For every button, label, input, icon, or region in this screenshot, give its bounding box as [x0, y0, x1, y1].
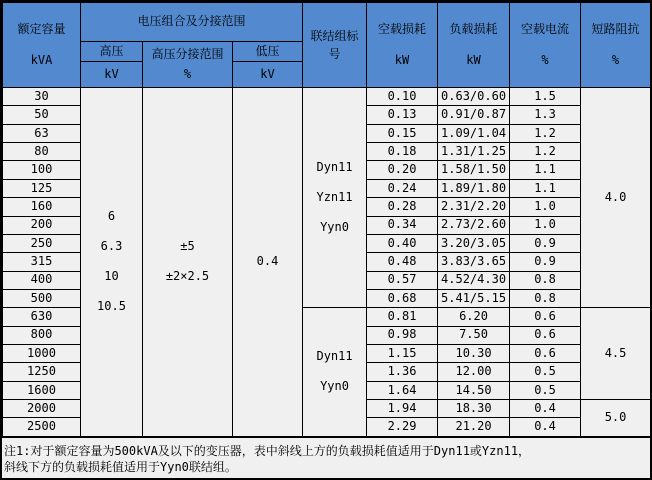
- col-header-no-load-loss: [367, 3, 438, 88]
- no-load-loss-cell: 0.57: [367, 271, 438, 289]
- load-loss-cell: 6.20: [438, 308, 510, 326]
- col-header-load-loss: [438, 3, 510, 88]
- load-loss-cell: 4.52/4.30: [438, 271, 510, 289]
- footnote-line-2: 斜线下方的负载损耗值适用于Yyn0联结组。: [4, 460, 237, 474]
- connection-value: Yzn11: [316, 189, 353, 204]
- no-load-loss-unit: kW: [394, 52, 410, 67]
- no-load-loss-cell: 0.48: [367, 253, 438, 271]
- no-load-loss-title: 空载损耗: [378, 21, 427, 36]
- transformer-spec-table: [2, 2, 651, 437]
- no-load-current-cell: 1.0: [510, 198, 581, 216]
- connection-value: Dyn11: [316, 159, 353, 174]
- connection-value: Dyn11: [316, 349, 353, 364]
- load-loss-cell: 2.31/2.20: [438, 198, 510, 216]
- load-loss-cell: 3.20/3.05: [438, 234, 510, 252]
- hv-tap-unit: %: [183, 66, 192, 81]
- connection-group-cell: [303, 308, 367, 437]
- load-loss-cell: 3.83/3.65: [438, 253, 510, 271]
- load-loss-title: 负载损耗: [449, 21, 498, 36]
- no-load-loss-cell: 0.81: [367, 308, 438, 326]
- no-load-current-cell: 1.5: [510, 88, 581, 106]
- capacity-cell: 1600: [3, 381, 81, 399]
- lv-voltage-cell: 0.4: [233, 88, 303, 437]
- footnote: [2, 437, 650, 478]
- no-load-loss-cell: 1.36: [367, 363, 438, 381]
- capacity-cell: 160: [3, 198, 81, 216]
- impedance-cell: 4.5: [581, 308, 651, 400]
- load-loss-cell: 21.20: [438, 418, 510, 437]
- no-load-current-cell: 0.8: [510, 271, 581, 289]
- lv-unit: kV: [233, 62, 303, 88]
- capacity-cell: 63: [3, 124, 81, 142]
- no-load-current-cell: 0.5: [510, 363, 581, 381]
- no-load-loss-cell: 0.28: [367, 198, 438, 216]
- capacity-cell: 1000: [3, 345, 81, 363]
- no-load-current-cell: 0.8: [510, 289, 581, 307]
- no-load-loss-cell: 2.29: [367, 418, 438, 437]
- hv-voltage-cell: [81, 88, 143, 437]
- rated-capacity-unit: kVA: [30, 52, 53, 67]
- no-load-current-cell: 0.6: [510, 308, 581, 326]
- col-header-hv-tap-range: [143, 42, 233, 88]
- col-header-connection-group: [303, 3, 367, 88]
- col-header-no-load-current: [510, 3, 581, 88]
- hv-value: 10.5: [97, 298, 126, 313]
- capacity-cell: 315: [3, 253, 81, 271]
- load-loss-cell: 12.00: [438, 363, 510, 381]
- hv-value: 6: [107, 209, 116, 224]
- load-loss-cell: 10.30: [438, 345, 510, 363]
- connection-value: Yyn0: [320, 379, 349, 394]
- no-load-current-cell: 1.2: [510, 124, 581, 142]
- rated-capacity-title: 额定容量: [17, 21, 66, 36]
- no-load-loss-cell: 0.13: [367, 106, 438, 124]
- capacity-cell: 2500: [3, 418, 81, 437]
- no-load-current-cell: 0.6: [510, 326, 581, 344]
- load-loss-cell: 14.50: [438, 381, 510, 399]
- capacity-cell: 630: [3, 308, 81, 326]
- impedance-cell: 5.0: [581, 400, 651, 437]
- footnote-line-1: 注1:对于额定容量为500kVA及以下的变压器，表中斜线上方的负载损耗值适用于Dyn11或Yzn11，: [4, 444, 531, 458]
- capacity-cell: 30: [3, 88, 81, 106]
- load-loss-cell: 0.63/0.60: [438, 88, 510, 106]
- no-load-loss-cell: 0.24: [367, 179, 438, 197]
- hv-value: 6.3: [100, 239, 123, 254]
- impedance-cell: 4.0: [581, 88, 651, 308]
- load-loss-cell: 5.41/5.15: [438, 289, 510, 307]
- no-load-current-cell: 1.3: [510, 106, 581, 124]
- capacity-cell: 500: [3, 289, 81, 307]
- no-load-current-cell: 0.9: [510, 234, 581, 252]
- load-loss-cell: 7.50: [438, 326, 510, 344]
- no-load-loss-cell: 0.34: [367, 216, 438, 234]
- load-loss-cell: 1.09/1.04: [438, 124, 510, 142]
- col-header-rated-capacity: [3, 3, 81, 88]
- header-row-1: [3, 3, 651, 42]
- tap-value: ±5: [180, 239, 195, 254]
- col-header-voltage-combo: 电压组合及分接范围: [81, 3, 303, 42]
- capacity-cell: 250: [3, 234, 81, 252]
- no-load-current-title: 空载电流: [521, 21, 570, 36]
- no-load-loss-cell: 1.15: [367, 345, 438, 363]
- no-load-current-unit: %: [541, 52, 549, 67]
- capacity-cell: 50: [3, 106, 81, 124]
- no-load-loss-cell: 0.10: [367, 88, 438, 106]
- no-load-loss-cell: 0.98: [367, 326, 438, 344]
- no-load-current-cell: 0.4: [510, 418, 581, 437]
- capacity-cell: 100: [3, 161, 81, 179]
- no-load-current-cell: 0.4: [510, 400, 581, 418]
- no-load-current-cell: 1.0: [510, 216, 581, 234]
- no-load-current-cell: 1.2: [510, 143, 581, 161]
- hv-value: 10: [104, 269, 119, 283]
- capacity-cell: 200: [3, 216, 81, 234]
- capacity-cell: 1250: [3, 363, 81, 381]
- load-loss-cell: 2.73/2.60: [438, 216, 510, 234]
- no-load-loss-cell: 0.68: [367, 289, 438, 307]
- capacity-cell: 800: [3, 326, 81, 344]
- table-row: [3, 88, 651, 106]
- capacity-cell: 125: [3, 179, 81, 197]
- no-load-loss-cell: 1.94: [367, 400, 438, 418]
- capacity-cell: 80: [3, 143, 81, 161]
- no-load-loss-cell: 0.15: [367, 124, 438, 142]
- col-header-impedance: [581, 3, 651, 88]
- no-load-current-cell: 0.6: [510, 345, 581, 363]
- col-header-lv: 低压: [233, 42, 303, 62]
- hv-unit: kV: [81, 62, 143, 88]
- col-header-hv: 高压: [81, 42, 143, 62]
- load-loss-cell: 1.89/1.80: [438, 179, 510, 197]
- load-loss-cell: 1.58/1.50: [438, 161, 510, 179]
- no-load-loss-cell: 0.40: [367, 234, 438, 252]
- capacity-cell: 400: [3, 271, 81, 289]
- no-load-loss-cell: 0.20: [367, 161, 438, 179]
- capacity-cell: 2000: [3, 400, 81, 418]
- impedance-title: 短路阻抗: [591, 21, 640, 36]
- load-loss-cell: 18.30: [438, 400, 510, 418]
- connection-value: Yyn0: [320, 219, 349, 234]
- load-loss-unit: kW: [466, 52, 481, 67]
- no-load-current-cell: 1.1: [510, 179, 581, 197]
- no-load-loss-cell: 0.18: [367, 143, 438, 161]
- load-loss-cell: 0.91/0.87: [438, 106, 510, 124]
- no-load-current-cell: 0.5: [510, 381, 581, 399]
- no-load-current-cell: 0.9: [510, 253, 581, 271]
- no-load-current-cell: 1.1: [510, 161, 581, 179]
- connection-group-title: 联结组标号: [310, 29, 359, 61]
- hv-tap-title: 高压分接范围: [151, 46, 224, 61]
- impedance-unit: %: [611, 52, 620, 67]
- hv-tap-range-cell: [143, 88, 233, 437]
- tap-value: ±2×2.5: [165, 269, 210, 283]
- no-load-loss-cell: 1.64: [367, 381, 438, 399]
- load-loss-cell: 1.31/1.25: [438, 143, 510, 161]
- connection-group-cell: [303, 88, 367, 308]
